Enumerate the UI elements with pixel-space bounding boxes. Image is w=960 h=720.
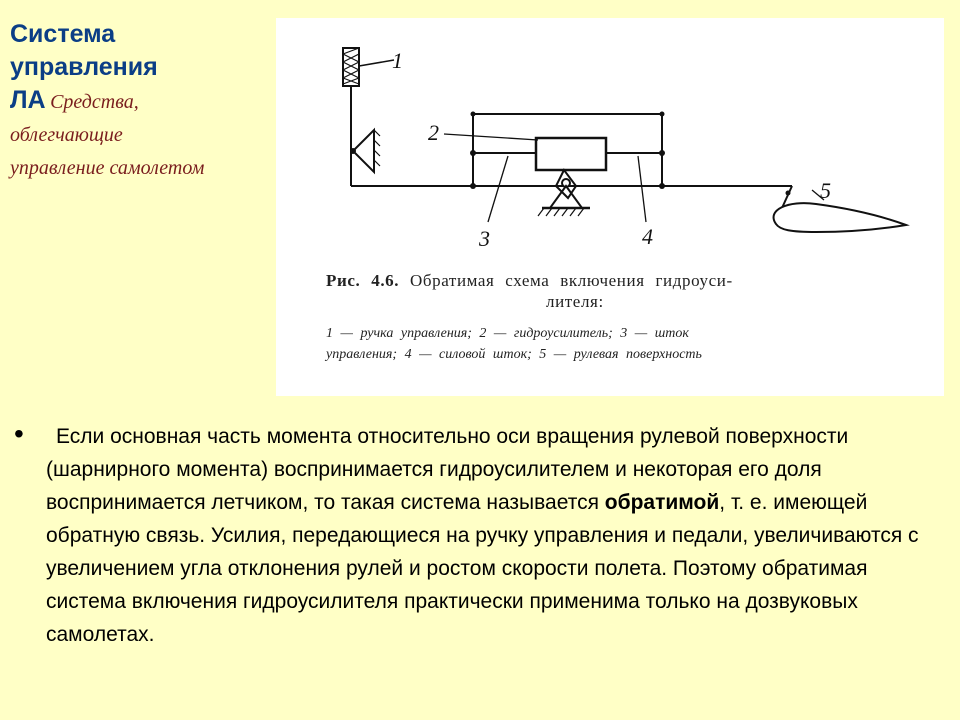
hydraulic-booster [536,138,606,170]
title-line-2: управления [10,53,158,81]
bullet-marker: • [14,418,24,449]
body-paragraph [46,420,951,651]
caption-line-4: управления; 4 — силовой шток; 5 — рулевая поверхность [326,347,702,362]
title-block [10,18,275,185]
subtitle-part-1: Средства, [50,91,139,113]
body-text-start: Если основная часть момента относительно оси вращения рулевой поверхности (шарнирного момента) воспринимается гидроусилителем и некоторая его доля воспринимается летчиком, то такая система называется [46,425,849,514]
title-line-3 [10,84,275,119]
body-text-end: , т. е. имеющей обратную связь. Усилия, передающиеся на ручку управления и педали, увеличиваются с увеличением угла отклонения рулей и ростом скорости полета. Поэтому обратимая система включения гидроусилителя практически применима только на дозвуковых самолетах. [46,491,919,646]
subtitle-part-2: облегчающие [10,124,123,146]
leader-3 [488,156,508,222]
label-3: 3 [479,226,490,251]
hydraulic-booster-figure [276,18,944,396]
subtitle-part-3: управление самолетом [10,157,205,179]
stick-pivot [350,130,380,172]
figure-caption [326,270,896,364]
title-line-1: Система [10,20,116,48]
title-la: ЛА [10,86,46,114]
booster-mount [538,170,590,216]
caption-title: Обратимая схема включения гидроуси- [409,271,733,290]
figure-number: Рис. 4.6. [326,271,400,290]
caption-line-1 [326,270,896,292]
label-4: 4 [642,224,653,249]
control-surface [774,186,906,232]
body-text-bold: обратимой [604,491,720,514]
label-1: 1 [392,48,403,73]
caption-line-2: лителя: [546,292,604,311]
label-5: 5 [820,178,831,203]
leader-4 [638,156,646,222]
caption-line-3: 1 — ручка управления; 2 — гидроусилитель; 3 — шток [326,326,689,341]
leader-2 [444,134,538,140]
label-2: 2 [428,120,439,145]
